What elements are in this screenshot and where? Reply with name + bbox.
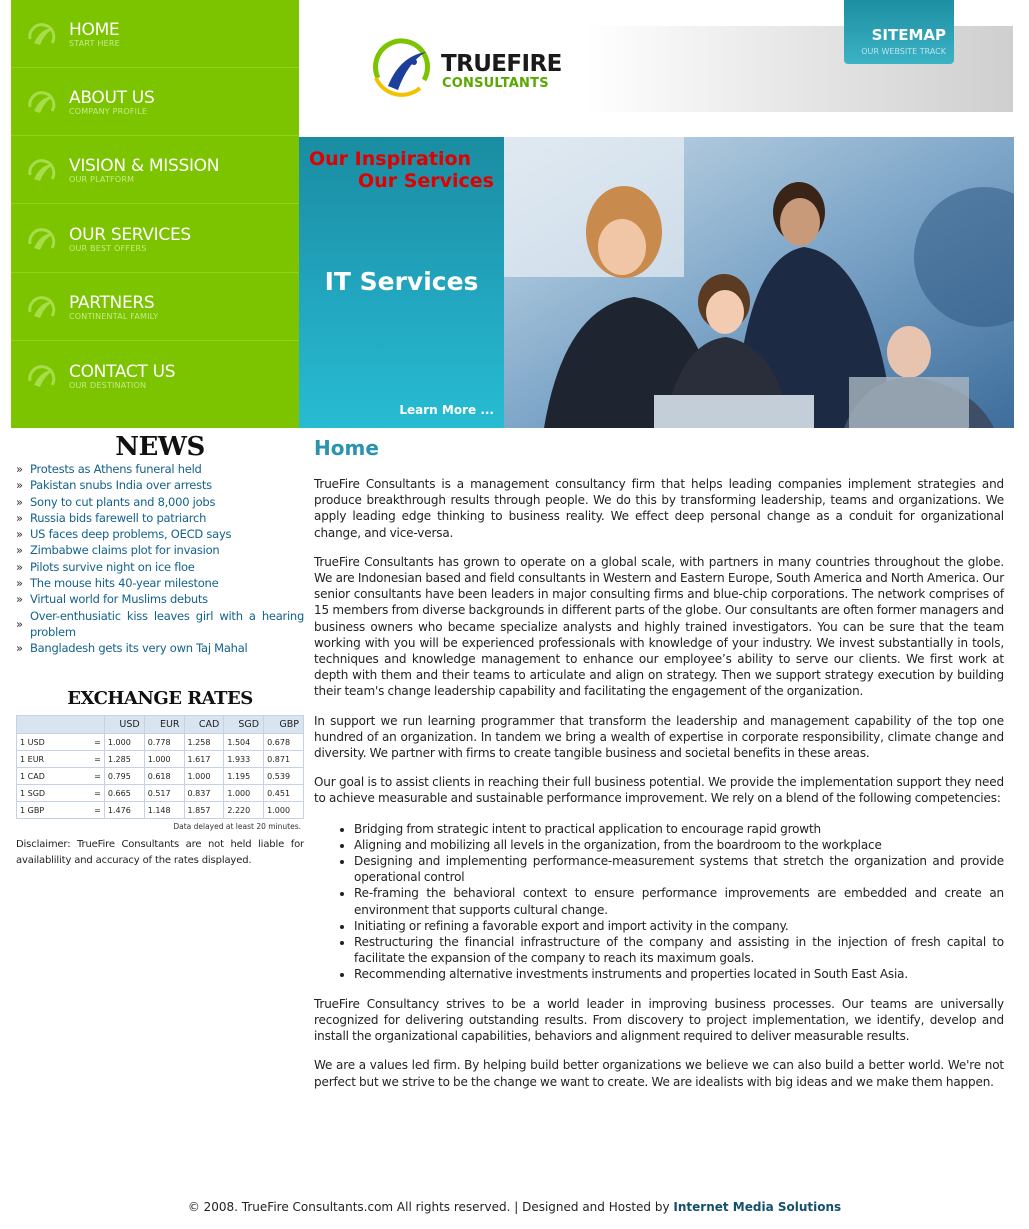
body-paragraph: TrueFire Consultancy strives to be a world leader in improving business processes. Our teams are universally recognized for delivering outstanding results. From discovery to project implementation, we identify, develop and install the organizational capabilities, behaviors and alignment required to deliver measurable results. xyxy=(314,996,1004,1044)
body-paragraph: In support we run learning programmer that transform the leadership and management capability of the top one hundred of an organization. In tandem we bring a wealth of expertise in corporate responsibility, climate change and diversity. We partner with firms to create tangible business and societal benefits in these areas. xyxy=(314,713,1004,761)
banner-headline: IT Services xyxy=(324,267,479,296)
column-header: SGD xyxy=(224,716,264,734)
list-item: • Initiating or refining a favorable export and import activity in the company. xyxy=(354,918,1004,934)
learn-more-link[interactable]: Learn More ... xyxy=(399,403,494,417)
nav-item-title: ABOUT US xyxy=(69,88,155,108)
table-corner-cell xyxy=(17,716,105,734)
equals-sign: = xyxy=(78,768,104,785)
team-photo-illustration xyxy=(504,137,1014,428)
nav-item-subtitle: CONTINENTAL FAMILY xyxy=(69,312,159,321)
table-row xyxy=(17,734,304,751)
rate-cell: 1.000 xyxy=(144,751,184,768)
news-list xyxy=(16,461,304,657)
news-link[interactable]: » Pilots survive night on ice floe xyxy=(16,559,304,575)
list-item: • Re-framing the behavioral context to ensure performance improvements are embedded and create an environment that supports cultural change. xyxy=(354,885,1004,917)
nav-item-subtitle: COMPANY PROFILE xyxy=(69,107,148,116)
body-paragraph: TrueFire Consultants has grown to operate on a global scale, with partners in many countries throughout the globe. We are Indonesian based and field consultants in Western and Eastern Europe, South America and North America. Our senior consultants have been leaders in major consulting firms and blue-chip corporations. The network comprises of 15 members from diverse backgrounds in different parts of the globe. Our consultants are often former managers and business owners who became specialize analysts and highly trained investigators. You can be sure that the team working with you will be experienced professionals with knowledge of your industry. We invest substantially in tools, techniques and knowledge management to enhance our employee’s ability to serve our clients. We first work at depth with them and their teams to articulate and align on strategy. Then we support strategy execution by building their team's change leadership capability and facilitating the engagement of the organization. xyxy=(314,554,1004,699)
team-photo xyxy=(504,137,1014,428)
main-navigation xyxy=(11,0,299,428)
main-content xyxy=(314,436,1004,1103)
rate-cell: 2.220 xyxy=(224,802,264,819)
rate-cell: 1.148 xyxy=(144,802,184,819)
table-row xyxy=(17,802,304,819)
logo-swirl-icon xyxy=(368,36,438,100)
rate-cell: 0.665 xyxy=(104,785,144,802)
news-title: NEWS xyxy=(115,432,205,462)
services-banner xyxy=(299,137,504,428)
row-label: 1 EUR xyxy=(17,751,79,768)
body-paragraph: TrueFire Consultants is a management consultancy firm that helps leading companies implement strategies and produce breakthrough results through people. We do this by transforming leadership, teams and organizations. We apply leading edge thinking to business reality. We effect deep personal change as a conduit for organizational change, and vice-versa. xyxy=(314,477,1004,540)
news-link[interactable]: » Pakistan snubs India over arrests xyxy=(16,477,304,493)
logo-wordmark: TRUEFIRE xyxy=(441,51,562,77)
swirl-icon xyxy=(25,19,59,53)
sitemap-title: SITEMAP xyxy=(871,26,946,44)
list-item: • Aligning and mobilizing all levels in the organization, from the boardroom to the workplace xyxy=(354,837,1004,853)
nav-item-home[interactable] xyxy=(11,0,299,68)
equals-sign: = xyxy=(78,785,104,802)
nav-item-title: OUR SERVICES xyxy=(69,225,191,245)
body-paragraph: We are a values led firm. By helping build better organizations we believe we can also build a better world. We're not perfect but we strive to be the change we want to create. We are idealists with big ideas and we make them happen. xyxy=(314,1058,1004,1089)
nav-item-subtitle: OUR DESTINATION xyxy=(69,381,147,390)
nav-item-about-us[interactable] xyxy=(11,68,299,136)
rate-cell: 1.617 xyxy=(184,751,224,768)
rate-cell: 0.837 xyxy=(184,785,224,802)
row-label: 1 SGD xyxy=(17,785,79,802)
column-header: EUR xyxy=(144,716,184,734)
swirl-icon xyxy=(25,361,59,395)
news-link[interactable]: » US faces deep problems, OECD says xyxy=(16,526,304,542)
rate-cell: 1.504 xyxy=(224,734,264,751)
swirl-icon xyxy=(25,224,59,258)
rate-cell: 0.678 xyxy=(264,734,304,751)
news-link[interactable]: » Sony to cut plants and 8,000 jobs xyxy=(16,494,304,510)
swirl-icon xyxy=(25,155,59,189)
news-link[interactable]: » Over-enthusiatic kiss leaves girl with a hearing problem xyxy=(16,608,304,641)
swirl-icon xyxy=(25,292,59,326)
nav-item-subtitle: OUR BEST OFFERS xyxy=(69,244,147,253)
rate-cell: 0.795 xyxy=(104,768,144,785)
news-link[interactable]: » Zimbabwe claims plot for invasion xyxy=(16,542,304,558)
table-header-row xyxy=(17,716,304,734)
list-item: • Designing and implementing performance-measurement systems that stretch the organization and provide operational control xyxy=(354,853,1004,885)
nav-item-title: CONTACT US xyxy=(69,362,176,382)
rate-cell: 0.618 xyxy=(144,768,184,785)
column-header: CAD xyxy=(184,716,224,734)
nav-item-our-services[interactable] xyxy=(11,205,299,273)
footer xyxy=(0,1200,1029,1214)
footer-copyright: © 2008. TrueFire Consultants.com All rights reserved. | Designed and Hosted by xyxy=(187,1200,674,1214)
rate-cell: 0.451 xyxy=(264,785,304,802)
sitemap-subtitle: OUR WEBSITE TRACK xyxy=(861,47,946,56)
footer-credit-link[interactable]: Internet Media Solutions xyxy=(673,1200,842,1214)
rate-cell: 1.195 xyxy=(224,768,264,785)
table-row xyxy=(17,785,304,802)
rate-cell: 1.476 xyxy=(104,802,144,819)
competencies-list xyxy=(354,821,1004,983)
exchange-rates-title: EXCHANGE RATES xyxy=(67,688,253,709)
nav-item-title: VISION & MISSION xyxy=(69,156,220,176)
row-label: 1 GBP xyxy=(17,802,79,819)
table-row xyxy=(17,751,304,768)
nav-item-subtitle: OUR PLATFORM xyxy=(69,175,135,184)
body-paragraph: Our goal is to assist clients in reaching their full business potential. We provide the implementation support they need to achieve measurable and sustainable performance improvement. We rely on a blend of the following competencies: xyxy=(314,775,1004,806)
rate-cell: 0.778 xyxy=(144,734,184,751)
nav-item-title: PARTNERS xyxy=(69,293,155,313)
nav-item-subtitle: START HERE xyxy=(69,39,120,48)
company-logo[interactable] xyxy=(368,36,588,100)
rate-cell: 1.000 xyxy=(264,802,304,819)
nav-item-partners[interactable] xyxy=(11,273,299,341)
news-link[interactable]: » Virtual world for Muslims debuts xyxy=(16,591,304,607)
rate-cell: 0.871 xyxy=(264,751,304,768)
swirl-icon xyxy=(25,87,59,121)
banner-inspiration-text: Our Inspiration xyxy=(309,148,472,170)
rate-cell: 1.000 xyxy=(184,768,224,785)
table-row xyxy=(17,768,304,785)
rates-disclaimer: Disclaimer: TrueFire Consultants are not held liable for availablility and accuracy of the rates displayed. xyxy=(16,839,304,866)
rate-cell: 1.258 xyxy=(184,734,224,751)
banner-services-text: Our Services xyxy=(358,170,494,192)
rate-cell: 1.857 xyxy=(184,802,224,819)
row-label: 1 USD xyxy=(17,734,79,751)
list-item: • Bridging from strategic intent to practical application to encourage rapid growth xyxy=(354,821,1004,837)
logo-subtitle: CONSULTANTS xyxy=(442,76,549,91)
nav-item-title: HOME xyxy=(69,20,120,40)
equals-sign: = xyxy=(78,734,104,751)
row-label: 1 CAD xyxy=(17,768,79,785)
exchange-rates-table xyxy=(16,715,304,819)
rate-cell: 1.000 xyxy=(104,734,144,751)
column-header: USD xyxy=(104,716,144,734)
rate-cell: 0.539 xyxy=(264,768,304,785)
list-item: • Restructuring the financial infrastructure of the company and assisting in the injection of fresh capital to facilitate the expansion of the company to reach its maximum goals. xyxy=(354,934,1004,966)
rate-cell: 1.933 xyxy=(224,751,264,768)
data-delay-note: Data delayed at least 20 minutes. xyxy=(173,822,301,831)
news-link[interactable]: » Russia bids farewell to patriarch xyxy=(16,510,304,526)
news-link[interactable]: » The mouse hits 40-year milestone xyxy=(16,575,304,591)
rate-cell: 1.000 xyxy=(224,785,264,802)
equals-sign: = xyxy=(78,802,104,819)
news-link[interactable]: » Bangladesh gets its very own Taj Mahal xyxy=(16,640,304,656)
sitemap-button[interactable] xyxy=(844,0,954,64)
rate-cell: 1.285 xyxy=(104,751,144,768)
column-header: GBP xyxy=(264,716,304,734)
rate-cell: 0.517 xyxy=(144,785,184,802)
nav-item-vision-mission[interactable] xyxy=(11,136,299,204)
nav-item-contact-us[interactable] xyxy=(11,342,299,428)
list-item: • Recommending alternative investments instruments and properties located in South East Asia. xyxy=(354,966,1004,982)
news-link[interactable]: » Protests as Athens funeral held xyxy=(16,461,304,477)
equals-sign: = xyxy=(78,751,104,768)
page-title: Home xyxy=(314,436,379,460)
